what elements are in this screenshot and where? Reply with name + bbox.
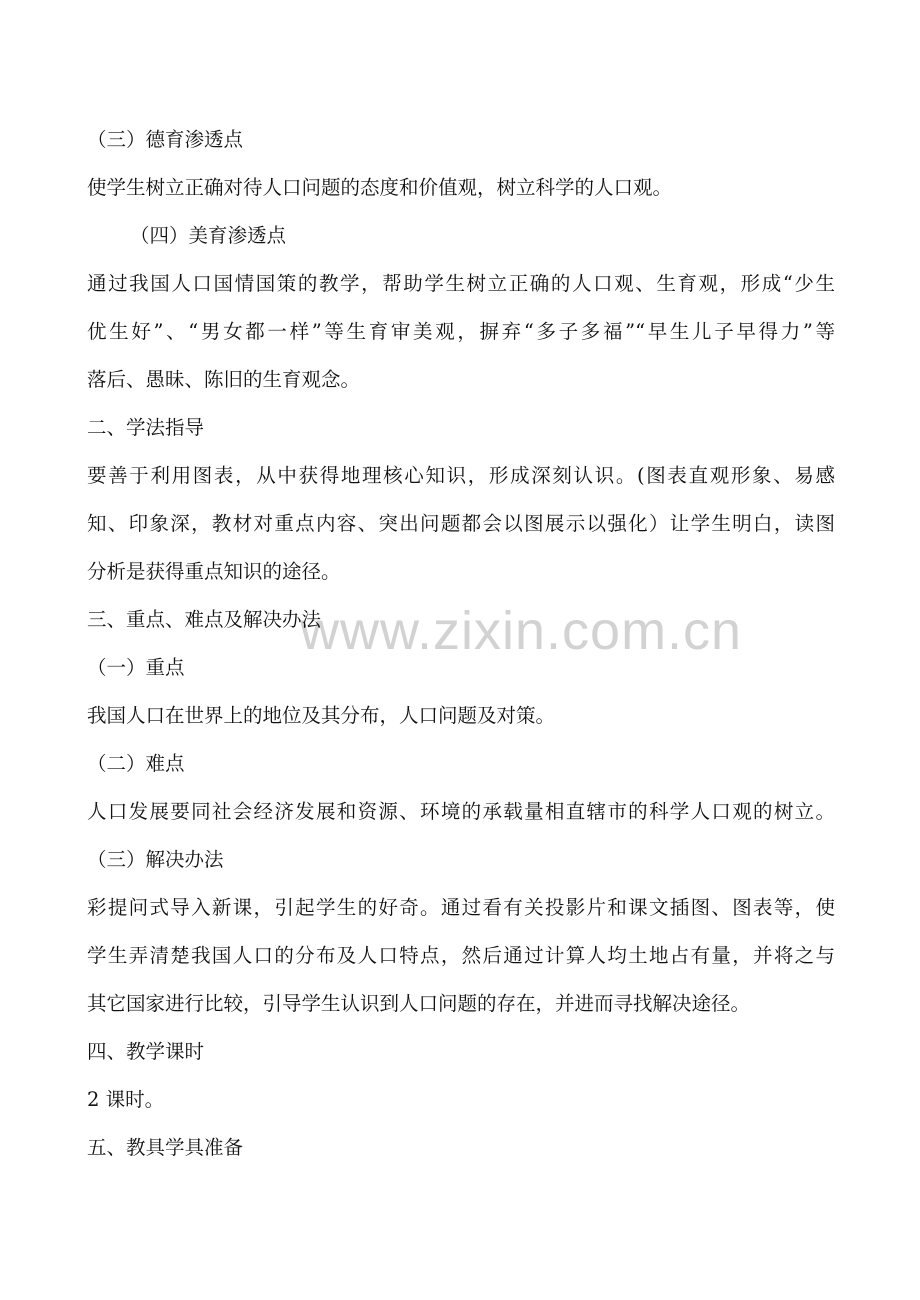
- watermark: www.zixin.com.cn: [300, 601, 743, 661]
- subsection-heading-moral-education: （三）德育渗透点: [87, 128, 244, 151]
- subsection-heading-aesthetic-education: （四）美育渗透点: [130, 224, 287, 247]
- paragraph-line: 人口发展要同社会经济发展和资源、环境的承载量相直辖市的科学人口观的树立。: [87, 800, 835, 823]
- paragraph-line: 我国人口在世界上的地位及其分布，人口问题及对策。: [87, 704, 556, 727]
- section-heading-study-method: 二、学法指导: [87, 416, 205, 439]
- paragraph-line: 要善于利用图表，从中获得地理核心知识，形成深刻认识。(图表直观形象、易感: [87, 464, 835, 487]
- section-heading-teaching-aids: 五、教具学具准备: [87, 1136, 244, 1159]
- paragraph-line: 知、印象深，教材对重点内容、突出问题都会以图展示以强化）让学生明白，读图: [87, 512, 835, 535]
- paragraph-line: 彩提问式导入新课，引起学生的好奇。通过看有关投影片和课文插图、图表等，使: [87, 896, 835, 919]
- paragraph-line: 使学生树立正确对待人口问题的态度和价值观，树立科学的人口观。: [87, 176, 673, 199]
- section-heading-class-hours: 四、教学课时: [87, 1040, 205, 1063]
- subsection-heading-key-point: （一）重点: [87, 656, 185, 679]
- section-heading-key-points: 三、重点、难点及解决办法: [87, 608, 322, 631]
- paragraph-line: 分析是获得重点知识的途径。: [87, 560, 341, 583]
- paragraph-line: 2 课时。: [87, 1088, 165, 1111]
- paragraph-line: 其它国家进行比较，引导学生认识到人口问题的存在，并进而寻找解决途径。: [87, 992, 751, 1015]
- paragraph-line: 落后、愚昧、陈旧的生育观念。: [87, 368, 361, 391]
- subsection-heading-solution: （三）解决办法: [87, 848, 224, 871]
- paragraph-line: 通过我国人口国情国策的教学，帮助学生树立正确的人口观、生育观，形成“少生: [87, 272, 835, 295]
- subsection-heading-difficulty: （二）难点: [87, 752, 185, 775]
- paragraph-line: 学生弄清楚我国人口的分布及人口特点，然后通过计算人均土地占有量，并将之与: [87, 944, 835, 967]
- paragraph-line: 优生好”、“男女都一样”等生育审美观，摒弃“多子多福”“早生儿子早得力”等: [87, 320, 835, 343]
